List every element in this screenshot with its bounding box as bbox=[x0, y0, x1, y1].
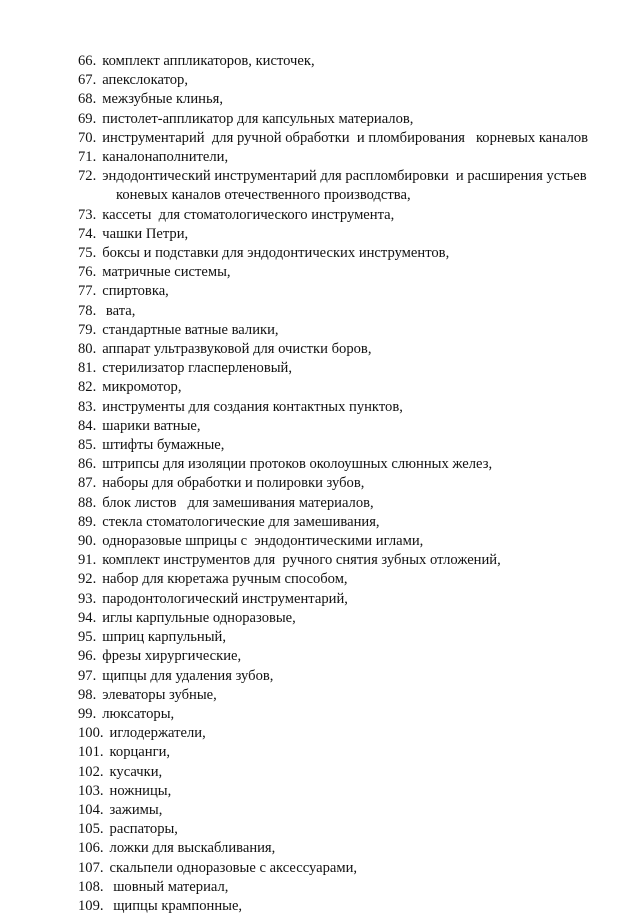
item-text: иглы карпульные одноразовые, bbox=[102, 609, 296, 626]
list-item bbox=[78, 148, 618, 167]
item-number: 96. bbox=[78, 648, 97, 665]
item-number: 100. bbox=[78, 725, 104, 742]
item-text: пистолет-аппликатор для капсульных материалов, bbox=[102, 110, 414, 127]
item-number: 95. bbox=[78, 629, 97, 646]
item-number: 72. bbox=[78, 168, 97, 185]
item-text: комплект инструментов для ручного снятия зубных отложений, bbox=[102, 552, 501, 569]
list-item bbox=[78, 705, 618, 724]
item-text: набор для кюретажа ручным способом, bbox=[102, 571, 348, 588]
item-number: 84. bbox=[78, 417, 97, 434]
list-item bbox=[78, 282, 618, 301]
item-text: иглодержатели, bbox=[109, 725, 206, 742]
list-item bbox=[78, 513, 618, 532]
list-item bbox=[78, 90, 618, 109]
item-text: инструментарий для ручной обработки и пломбирования корневых каналов bbox=[102, 129, 589, 146]
item-number: 70. bbox=[78, 129, 97, 146]
list-item bbox=[78, 474, 618, 493]
item-number: 99. bbox=[78, 705, 97, 722]
item-number: 73. bbox=[78, 206, 97, 223]
item-text: чашки Петри, bbox=[102, 225, 189, 242]
list-item bbox=[78, 417, 618, 436]
list-item-continuation bbox=[78, 186, 618, 205]
item-text: скальпели одноразовые с аксессуарами, bbox=[109, 859, 358, 876]
item-text: микромотор, bbox=[102, 379, 182, 396]
item-number: 105. bbox=[78, 821, 104, 838]
list-item bbox=[78, 455, 618, 474]
list-item bbox=[78, 263, 618, 282]
list-item bbox=[78, 167, 618, 186]
list-item bbox=[78, 52, 618, 71]
list-item bbox=[78, 686, 618, 705]
item-text: кассеты для стоматологического инструмента, bbox=[102, 206, 395, 223]
item-text: кусачки, bbox=[109, 763, 163, 780]
item-text: стандартные ватные валики, bbox=[102, 321, 279, 338]
list-item bbox=[78, 494, 618, 513]
item-text: инструменты для создания контактных пунктов, bbox=[102, 398, 403, 415]
item-number: 92. bbox=[78, 571, 97, 588]
item-number: 90. bbox=[78, 533, 97, 550]
item-number: 103. bbox=[78, 782, 104, 799]
item-number: 109. bbox=[78, 897, 104, 914]
item-number: 97. bbox=[78, 667, 97, 684]
item-text: штрипсы для изоляции протоков околоушных слюнных желез, bbox=[102, 456, 493, 473]
item-number: 74. bbox=[78, 225, 97, 242]
item-number: 81. bbox=[78, 360, 97, 377]
list-item bbox=[78, 302, 618, 321]
item-text: щипцы крампонные, bbox=[109, 897, 243, 914]
list-item bbox=[78, 724, 618, 743]
list-item bbox=[78, 532, 618, 551]
item-text: зажимы, bbox=[109, 801, 163, 818]
item-text: комплект аппликаторов, кисточек, bbox=[102, 53, 315, 69]
item-text: стерилизатор гласперленовый, bbox=[102, 360, 292, 377]
list-item bbox=[78, 321, 618, 340]
item-number: 78. bbox=[78, 302, 97, 319]
item-text: эндодонтический инструментарий для распломбировки и расширения устьев bbox=[102, 168, 587, 185]
item-text: ложки для выскабливания, bbox=[109, 840, 276, 857]
item-text: пародонтологический инструментарий, bbox=[102, 590, 348, 607]
item-number: 68. bbox=[78, 91, 97, 108]
list-item bbox=[78, 897, 618, 916]
list-item bbox=[78, 378, 618, 397]
list-item bbox=[78, 839, 618, 858]
item-text: апекслокатор, bbox=[102, 72, 189, 89]
item-number: 106. bbox=[78, 840, 104, 857]
item-text: шовный материал, bbox=[109, 878, 229, 895]
item-number: 91. bbox=[78, 552, 97, 569]
list-item bbox=[78, 570, 618, 589]
list-item bbox=[78, 359, 618, 378]
item-number: 108. bbox=[78, 878, 104, 895]
item-text: спиртовка, bbox=[102, 283, 169, 300]
equipment-list bbox=[78, 52, 618, 916]
list-item bbox=[78, 590, 618, 609]
list-item bbox=[78, 667, 618, 686]
item-number: 102. bbox=[78, 763, 104, 780]
item-number: 82. bbox=[78, 379, 97, 396]
item-number: 83. bbox=[78, 398, 97, 415]
item-text: люксаторы, bbox=[102, 705, 175, 722]
item-number: 87. bbox=[78, 475, 97, 492]
item-number: 75. bbox=[78, 245, 97, 262]
item-number: 66. bbox=[78, 53, 97, 69]
list-item bbox=[78, 551, 618, 570]
item-number: 107. bbox=[78, 859, 104, 876]
item-number: 86. bbox=[78, 456, 97, 473]
list-item bbox=[78, 801, 618, 820]
item-text: межзубные клинья, bbox=[102, 91, 223, 108]
item-number: 80. bbox=[78, 341, 97, 358]
item-text: одноразовые шприцы с эндодонтическими иглами, bbox=[102, 533, 424, 550]
item-number: 85. bbox=[78, 437, 97, 454]
item-text: элеваторы зубные, bbox=[102, 686, 217, 703]
list-item bbox=[78, 71, 618, 90]
list-item bbox=[78, 129, 618, 148]
item-text: распаторы, bbox=[109, 821, 178, 838]
item-text: аппарат ультразвуковой для очистки боров, bbox=[102, 341, 372, 358]
item-text: штифты бумажные, bbox=[102, 437, 225, 454]
list-item bbox=[78, 436, 618, 455]
list-item bbox=[78, 647, 618, 666]
item-number: 89. bbox=[78, 513, 97, 530]
list-item bbox=[78, 628, 618, 647]
item-number: 79. bbox=[78, 321, 97, 338]
item-number: 94. bbox=[78, 609, 97, 626]
item-text: вата, bbox=[102, 302, 136, 319]
list-item bbox=[78, 878, 618, 897]
item-text: блок листов для замешивания материалов, bbox=[102, 494, 374, 511]
list-item bbox=[78, 820, 618, 839]
item-number: 76. bbox=[78, 264, 97, 281]
item-text: коневых каналов отечественного производства, bbox=[116, 187, 411, 204]
list-item bbox=[78, 609, 618, 628]
list-item bbox=[78, 763, 618, 782]
list-item bbox=[78, 225, 618, 244]
item-number: 77. bbox=[78, 283, 97, 300]
list-item bbox=[78, 110, 618, 129]
item-number: 67. bbox=[78, 72, 97, 89]
item-text: боксы и подставки для эндодонтических инструментов, bbox=[102, 245, 450, 262]
item-number: 71. bbox=[78, 149, 97, 166]
item-number: 93. bbox=[78, 590, 97, 607]
list-item bbox=[78, 398, 618, 417]
item-number: 98. bbox=[78, 686, 97, 703]
item-text: фрезы хирургические, bbox=[102, 648, 242, 665]
list-item bbox=[78, 743, 618, 762]
item-text: шарики ватные, bbox=[102, 417, 201, 434]
list-item bbox=[78, 782, 618, 801]
item-text: ножницы, bbox=[109, 782, 172, 799]
item-text: корцанги, bbox=[109, 744, 171, 761]
item-number: 88. bbox=[78, 494, 97, 511]
list-item bbox=[78, 340, 618, 359]
item-text: наборы для обработки и полировки зубов, bbox=[102, 475, 365, 492]
item-number: 101. bbox=[78, 744, 104, 761]
item-text: матричные системы, bbox=[102, 264, 231, 281]
item-text: каналонаполнители, bbox=[102, 149, 229, 166]
item-text: щипцы для удаления зубов, bbox=[102, 667, 274, 684]
item-number: 69. bbox=[78, 110, 97, 127]
list-item bbox=[78, 244, 618, 263]
item-number: 104. bbox=[78, 801, 104, 818]
item-text: стекла стоматологические для замешивания, bbox=[102, 513, 380, 530]
list-item bbox=[78, 206, 618, 225]
item-text: шприц карпульный, bbox=[102, 629, 226, 646]
list-item bbox=[78, 859, 618, 878]
